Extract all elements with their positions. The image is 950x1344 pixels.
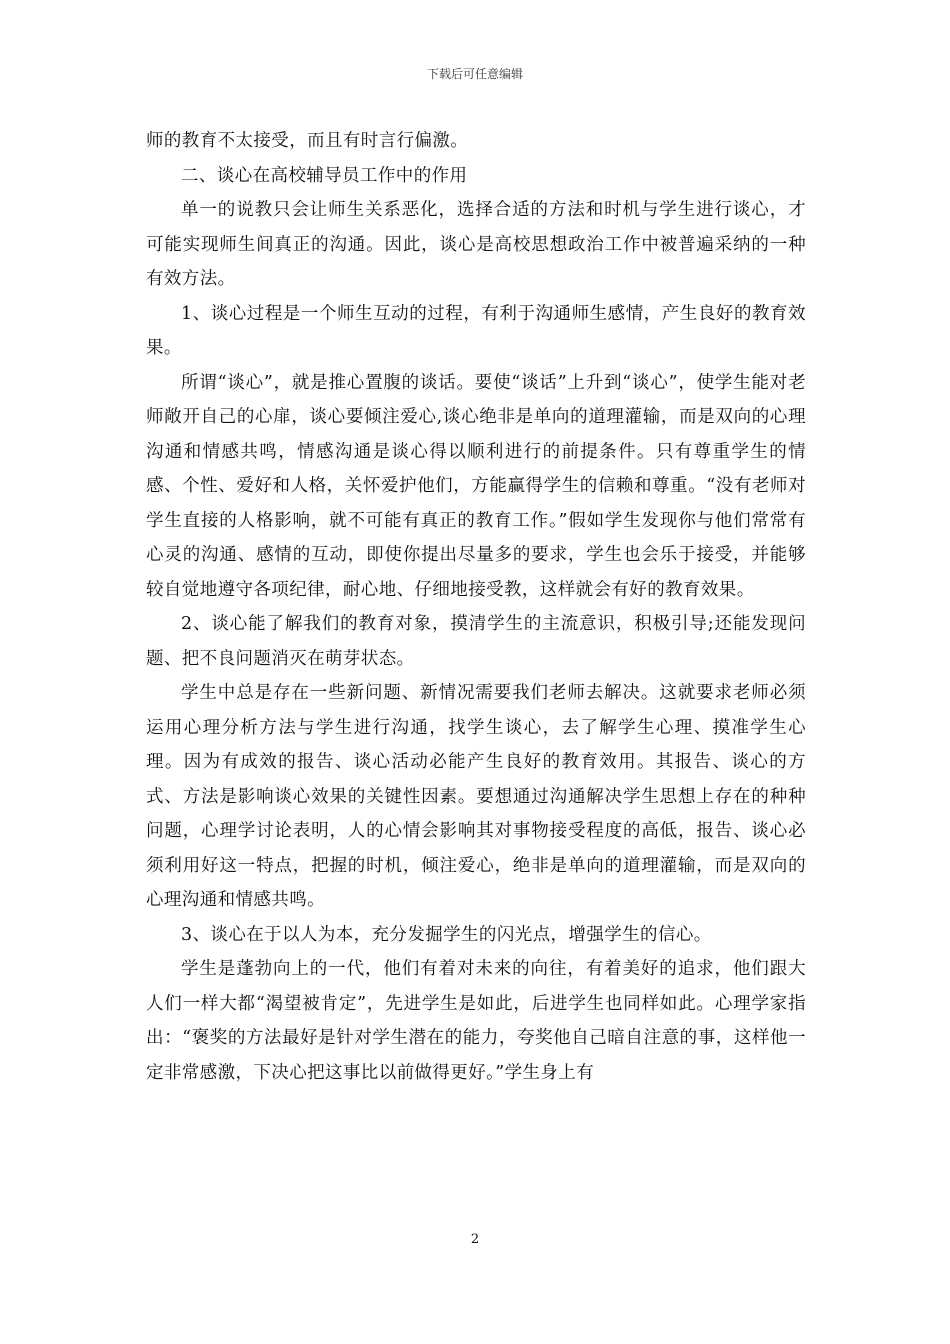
paragraph: 所谓“谈心”，就是推心置腹的谈话。要使“谈话”上升到“谈心”，使学生能对老师敞开自己的心扉，谈心要倾注爱心,谈心绝非是单向的道理灌输，而是双向的心理沟通和情感共鸣，情感沟通是谈心得以顺利进行的前提条件。只有尊重学生的情感、个性、爱好和人格，关怀爱护他们，方能赢得学生的信赖和尊重。“没有老师对学生直接的人格影响，就不可能有真正的教育工作。”假如学生发现你与他们常常有心灵的沟通、感情的互动，即使你提出尽量多的要求，学生也会乐于接受，并能够较自觉地遵守各项纪律，耐心地、仔细地接受教，这样就会有好的教育效果。 <box>146 372 806 600</box>
section-heading: 二、谈心在高校辅导员工作中的作用 <box>181 165 468 186</box>
paragraph: 学生是蓬勃向上的一代，他们有着对未来的向往，有着美好的追求，他们跟大人们一样大都“渴望被肯定”，先进学生是如此，后进学生也同样如此。心理学家指出：“褒奖的方法最好是针对学生潜在的能力，夸奖他自己暗自注意的事，这样他一定非常感激，下决心把这事比以前做得更好。”学生身上有 <box>146 959 806 1083</box>
page-header: 下载后可任意编辑 <box>426 67 523 81</box>
page-number: 2 <box>470 1232 480 1247</box>
document-body <box>146 124 806 1090</box>
subheading: 3、谈心在于以人为本，充分发掘学生的闪光点，增强学生的信心。 <box>181 924 712 945</box>
subheading: 2、谈心能了解我们的教育对象，摸清学生的主流意识，积极引导;还能发现问题、把不良问题消灭在萌芽状态。 <box>146 614 806 669</box>
continued-paragraph: 师的教育不太接受，而且有时言行偏激。 <box>146 131 469 151</box>
paragraph: 单一的说教只会让师生关系恶化，选择合适的方法和时机与学生进行谈心，才可能实现师生间真正的沟通。因此，谈心是高校思想政治工作中被普遍采纳的一种有效方法。 <box>146 200 806 289</box>
paragraph: 学生中总是存在一些新问题、新情况需要我们老师去解决。这就要求老师必须运用心理分析方法与学生进行沟通，找学生谈心，去了解学生心理、摸准学生心理。因为有成效的报告、谈心活动必能产生良好的教育效用。其报告、谈心的方式、方法是影响谈心效果的关键性因素。要想通过沟通解决学生思想上存在的种种问题，心理学讨论表明，人的心情会影响其对事物接受程度的高低，报告、谈心必须利用好这一特点，把握的时机，倾注爱心，绝非是单向的道理灌输，而是双向的心理沟通和情感共鸣。 <box>146 683 806 910</box>
subheading: 1、谈心过程是一个师生互动的过程，有利于沟通师生感情，产生良好的教育效果。 <box>146 303 806 358</box>
